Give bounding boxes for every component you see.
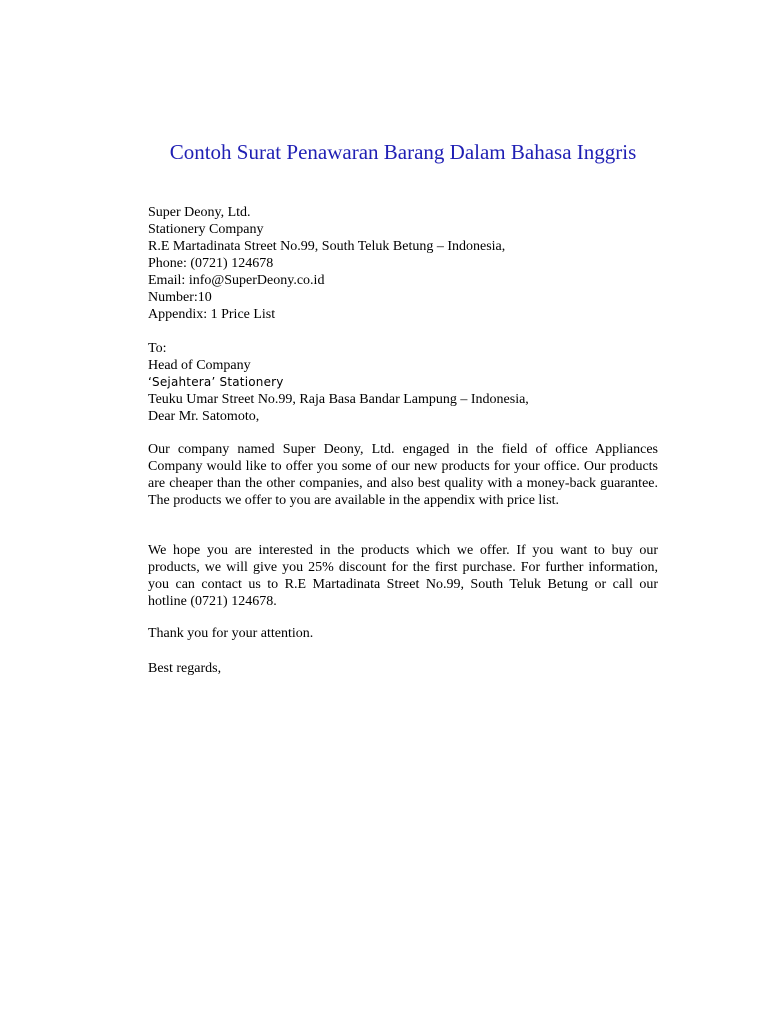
sender-address: R.E Martadinata Street No.99, South Teluk Betung – Indonesia, bbox=[148, 239, 506, 254]
salutation: Dear Mr. Satomoto, bbox=[148, 409, 260, 424]
sender-email: Email: info@SuperDeony.co.id bbox=[148, 273, 325, 288]
recipient-block bbox=[148, 340, 658, 425]
body-paragraph-1: Our company named Super Deony, Ltd. engaged in the field of office Appliances Company would like to offer you some of our new products for your office. Our products are cheaper than the other companies, and also best quality with a money-back guarantee. The products we offer to you are available in the appendix with price list. bbox=[148, 442, 658, 508]
closing-regards: Best regards, bbox=[148, 661, 222, 676]
sender-phone: Phone: (0721) 124678 bbox=[148, 256, 274, 271]
sender-company-type: Stationery Company bbox=[148, 222, 264, 237]
document-title: Contoh Surat Penawaran Barang Dalam Bahasa Inggris bbox=[169, 140, 637, 164]
sender-block bbox=[148, 204, 658, 323]
body-paragraph-2: We hope you are interested in the products which we offer. If you want to buy our products, we will give you 25% discount for the first purchase. For further information, you can contact us to R.E Martadinata Street No.99, South Teluk Betung or call our hotline (0721) 124678. bbox=[148, 543, 658, 609]
recipient-address: Teuku Umar Street No.99, Raja Basa Bandar Lampung – Indonesia, bbox=[148, 392, 529, 407]
recipient-to-label: To: bbox=[148, 341, 167, 356]
closing-thanks: Thank you for your attention. bbox=[148, 626, 314, 641]
sender-name: Super Deony, Ltd. bbox=[148, 205, 251, 220]
recipient-company: ‘Sejahtera’ Stationery bbox=[148, 375, 284, 389]
recipient-position: Head of Company bbox=[148, 358, 251, 373]
letter-appendix: Appendix: 1 Price List bbox=[148, 307, 276, 322]
letter-number: Number:10 bbox=[148, 290, 212, 305]
